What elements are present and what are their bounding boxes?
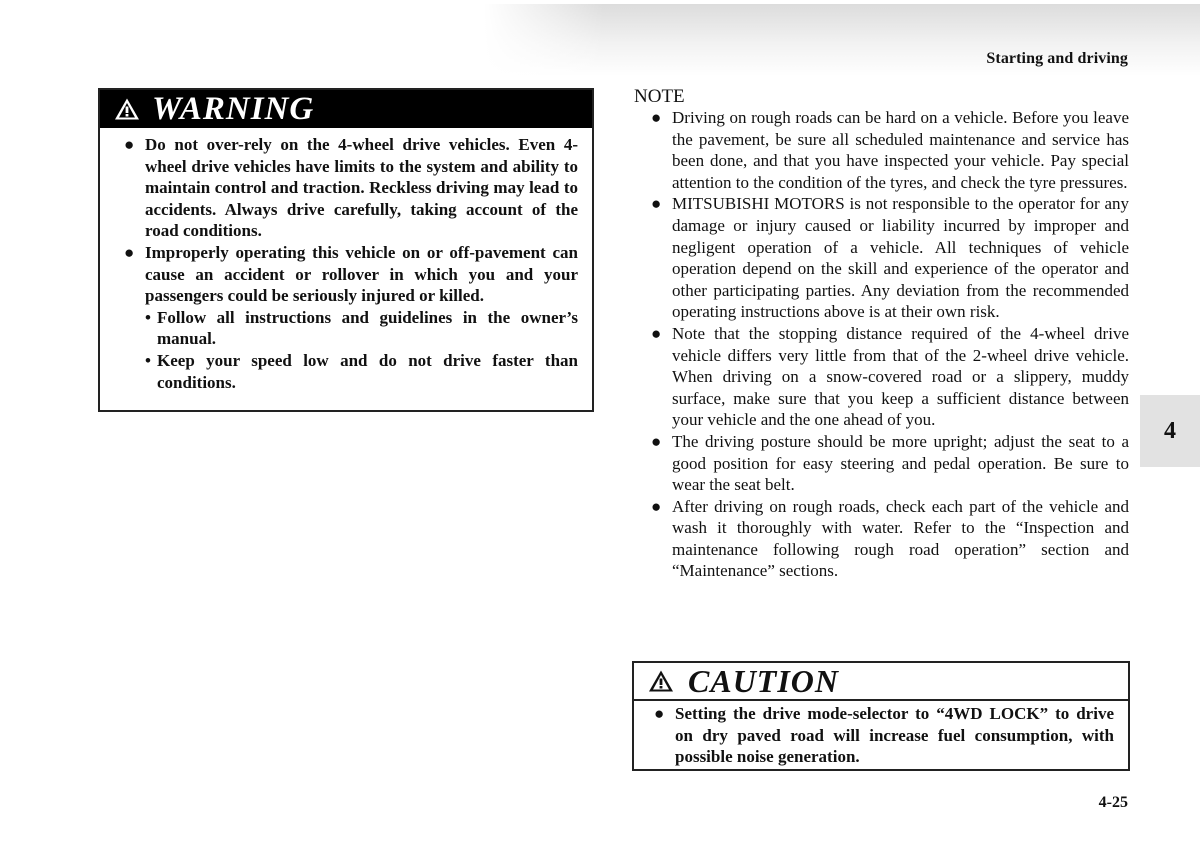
note-section — [634, 86, 1129, 582]
note-item: ● The driving posture should be more upright; adjust the seat to a good position for easy steering and pedal operation. Be sure to wear the seat belt. — [634, 431, 1129, 496]
warning-box — [98, 88, 594, 412]
caution-body — [634, 701, 1128, 768]
warning-sub-item: • Keep your speed low and do not drive faster than conditions. — [124, 350, 578, 393]
note-item: ● Driving on rough roads can be hard on a vehicle. Before you leave the pavement, be sure all scheduled maintenance and service has been done, and that you have inspected your vehicle. Pay special attention to the condition of the tyres, and check the tyre pressures. — [634, 107, 1129, 193]
note-label: NOTE — [634, 86, 685, 107]
note-item: ● Note that the stopping distance required of the 4-wheel drive vehicle differs very little from that of the 2-wheel drive vehicle. When driving on a snow-covered road or a slippery, muddy surface, make sure that you keep a sufficient distance between your vehicle and the one ahead of you. — [634, 323, 1129, 431]
caution-box — [632, 661, 1130, 771]
caution-item: ● Setting the drive mode-selector to “4WD LOCK” to drive on dry paved road will increase fuel consumption, with possible noise generation. — [654, 703, 1114, 768]
warning-triangle-icon — [114, 97, 140, 121]
warning-sub-item: • Follow all instructions and guidelines in the owner’s manual. — [124, 307, 578, 350]
note-item: ● MITSUBISHI MOTORS is not responsible to the operator for any damage or injury caused or liability incurred by improper and negligent operation of a vehicle. All techniques of vehicle operation depend on the skill and experience of the operator and other participating parties. Any deviation from the recommended operating instructions above is at their own risk. — [634, 193, 1129, 323]
caution-header — [634, 663, 1128, 701]
warning-title: WARNING — [152, 90, 315, 127]
warning-body — [100, 128, 592, 393]
caution-triangle-icon — [648, 669, 674, 693]
chapter-tab: 4 — [1140, 395, 1200, 467]
warning-header — [100, 90, 592, 128]
caution-title: CAUTION — [688, 662, 840, 699]
note-item: ● After driving on rough roads, check each part of the vehicle and wash it thoroughly with water. Refer to the “Inspection and maintenance following rough road operation” section and “Maintenance” sections. — [634, 496, 1129, 582]
warning-item: ● Do not over-rely on the 4-wheel drive vehicles. Even 4-wheel drive vehicles have limits to the system and ability to maintain control and traction. Reckless driving may lead to accidents. Always drive carefully, taking account of the road conditions. — [124, 134, 578, 242]
warning-item: ● Improperly operating this vehicle on or off-pavement can cause an accident or rollover in which you and your passengers could be seriously injured or killed. — [124, 242, 578, 307]
page-number: 4-25 — [1098, 794, 1128, 811]
section-title: Starting and driving — [986, 50, 1128, 67]
